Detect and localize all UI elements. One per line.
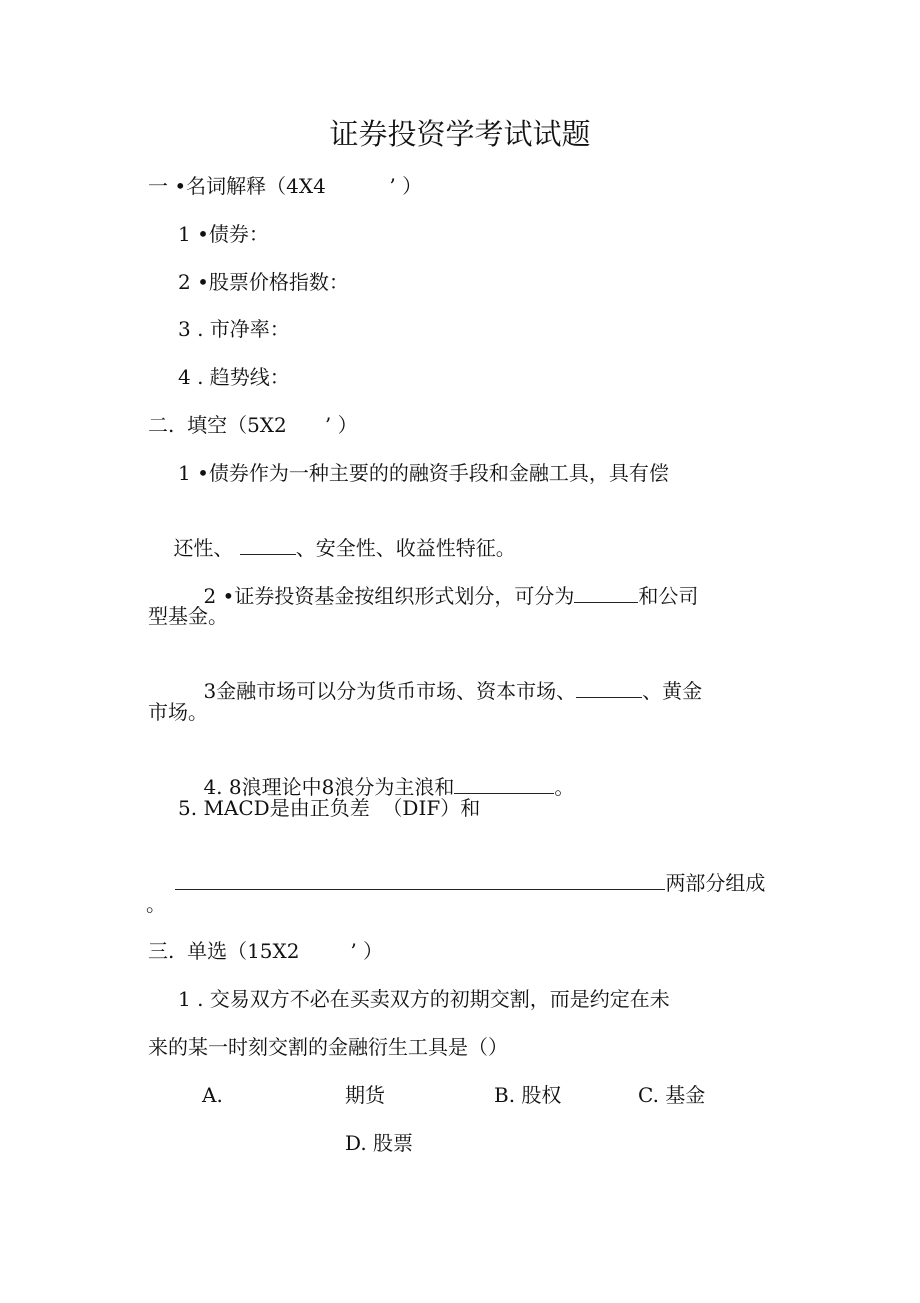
fill-q2-blank: [574, 582, 638, 603]
fill-q5-line3: 。: [146, 892, 166, 916]
fill-q1-text-b: 、安全性、收益性特征。: [295, 536, 516, 560]
option-d: D. 股票: [345, 1131, 414, 1155]
fill-q3-blank: [576, 677, 642, 698]
fill-q2-text-a: 2 •证券投资基金按组织形式划分，可分为: [203, 584, 575, 608]
fill-q5-text: 两部分组成: [665, 871, 766, 895]
option-a-label: A.: [202, 1083, 223, 1107]
fill-q2-line1: [178, 556, 698, 635]
section3-heading: 三. 单选（15X2 ’ ）: [148, 939, 384, 963]
choice-q1-line2: 来的某一时刻交割的金融衍生工具是（）: [148, 1035, 508, 1059]
section1-heading: 一 •名词解释（4X4 ’ ）: [148, 174, 423, 198]
fill-q3-line2: 市场。: [148, 700, 208, 724]
option-a-text: 期货: [345, 1083, 385, 1107]
fill-q1-blank: [240, 534, 296, 555]
fill-q2-line2: 型基金。: [148, 604, 228, 628]
fill-q3-text-a: 3金融市场可以分为货币市场、资本市场、: [203, 679, 577, 703]
fill-q3-text-b: 、黄金: [642, 679, 703, 703]
section1-item-3: 3 . 市净率：: [178, 317, 290, 341]
fill-q1-line1: 1 •债券作为一种主要的的融资手段和金融工具，具有偿: [178, 461, 669, 485]
fill-q5-line1: 5. MACD是由正负差 （DIF）和: [178, 796, 481, 820]
fill-q3-line1: [178, 651, 702, 730]
document-title: 证券投资学考试试题: [329, 117, 591, 151]
section1-item-1: 1 •债券：: [178, 222, 269, 246]
section2-heading: 二. 填空（5X2 ’ ）: [148, 413, 358, 437]
option-c: C. 基金: [638, 1083, 706, 1107]
fill-q4-text-b: 。: [554, 775, 575, 799]
fill-q1-text-a: 还性、: [173, 536, 240, 560]
fill-q5-line2: [150, 843, 765, 922]
fill-q5-blank: [175, 869, 665, 890]
fill-q4-text-a: 4. 8浪理论中8浪分为主浪和: [203, 775, 455, 799]
choice-q1-line1: 1 . 交易双方不必在买卖双方的初期交割，而是约定在未: [178, 987, 670, 1011]
fill-q2-text-b: 和公司: [638, 584, 699, 608]
option-b: B. 股权: [494, 1083, 562, 1107]
section1-item-4: 4 . 趋势线：: [178, 365, 290, 389]
fill-q4-blank: [454, 773, 554, 794]
section1-item-2: 2 •股票价格指数：: [178, 270, 349, 294]
